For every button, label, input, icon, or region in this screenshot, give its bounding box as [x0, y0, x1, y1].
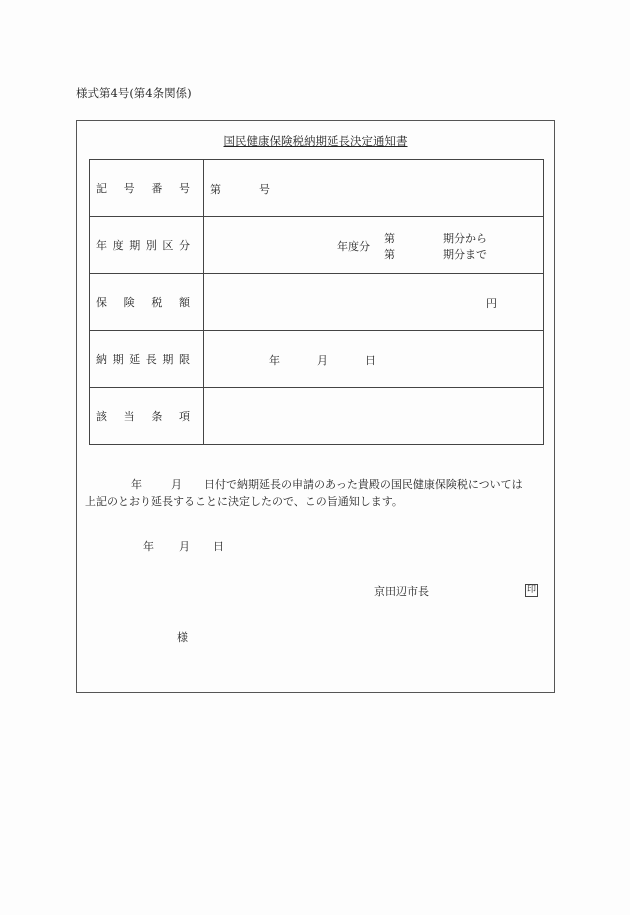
value-tax-amount: 円 — [204, 274, 544, 331]
document-title: 国民健康保険税納期延長決定通知書 — [223, 134, 408, 148]
table-row-fiscal-period — [90, 217, 544, 274]
table-row-tax-amount — [90, 274, 544, 331]
label-tax-amount: 保 険 税 額 — [90, 274, 204, 331]
details-table — [89, 159, 544, 445]
label-extended-deadline: 納 期 延 長 期 限 — [90, 331, 204, 388]
table-row-extended-deadline — [90, 331, 544, 388]
form-number-label: 様式第4号(第4条関係) — [76, 86, 192, 100]
table-row-applicable-clause — [90, 388, 544, 445]
label-applicable-clause: 該 当 条 項 — [90, 388, 204, 445]
label-fiscal-period: 年 度 期 別 区 分 — [90, 217, 204, 274]
value-extended-deadline: 年 月 日 — [204, 331, 544, 388]
seal-mark — [525, 582, 538, 597]
notice-frame — [76, 120, 555, 693]
value-applicable-clause — [204, 388, 544, 445]
value-record-number: 第 号 — [204, 160, 544, 217]
date-month: 月 — [179, 540, 190, 553]
body-line1-rest: 日付で納期延長の申請のあった貴殿の国民健康保険税については — [204, 478, 523, 491]
date-year: 年 — [143, 540, 154, 553]
body-month: 月 — [171, 478, 182, 491]
value-fiscal-period: 年度分 第 期分から 第 期分まで — [204, 217, 544, 274]
table-row-record-number — [90, 160, 544, 217]
body-year: 年 — [131, 478, 142, 491]
date-day: 日 — [213, 540, 224, 553]
issuer-name: 京田辺市長 — [374, 585, 429, 598]
body-line2: 上記のとおり延長することに決定したので、この旨通知します。 — [85, 495, 403, 508]
label-record-number: 記 号 番 号 — [90, 160, 204, 217]
seal-icon: 印 — [526, 585, 536, 595]
addressee-suffix: 様 — [177, 631, 188, 644]
